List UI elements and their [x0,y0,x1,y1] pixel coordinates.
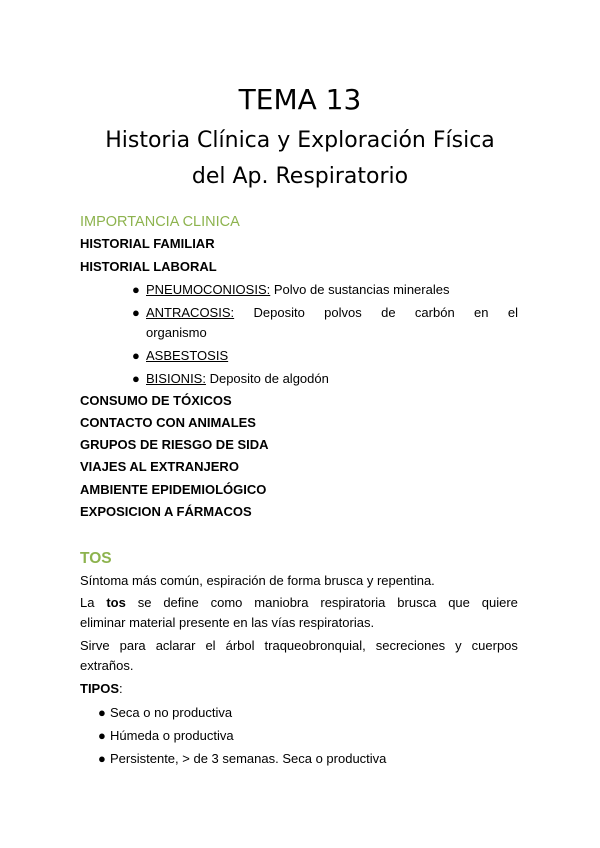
section-heading-importancia: IMPORTANCIA CLINICA [80,214,240,230]
word: respiratoria [320,595,386,610]
word: y [455,638,462,653]
word: como [210,595,243,610]
tipos-heading [80,680,123,698]
item-exposicion-farmacos: EXPOSICION A FÁRMACOS [80,504,252,519]
word: secreciones [375,638,446,653]
bullet-antracosis [146,304,518,322]
word: se [137,595,152,610]
word-tos-bold: tos [106,595,126,610]
word: Sirve [80,638,110,653]
term-bisionis: BISIONIS: [146,371,206,386]
tos-paragraph-3-line-2: extraños. [80,658,134,673]
page-subtitle-line-1: Historia Clínica y Exploración Física [105,128,495,153]
tos-paragraph-2-line-2: eliminar material presente en las vías respiratorias. [80,615,375,630]
word: aclarar [155,638,196,653]
word: Deposito [253,305,305,320]
word: para [119,638,146,653]
bullet-icon: ● [98,705,106,720]
section-heading-tos: TOS [80,550,112,567]
bullet-icon: ● [132,305,140,320]
term-pneumoconiosis: PNEUMOCONIOSIS: [146,282,271,297]
tipo-item: Persistente, > de 3 semanas. Seca o productiva [110,751,387,766]
page-title: TEMA 13 [238,83,362,116]
word: árbol [225,638,255,653]
item-grupos-riesgo-sida: GRUPOS DE RIESGO DE SIDA [80,437,269,452]
bullet-icon: ● [132,348,140,363]
item-consumo-toxicos: CONSUMO DE TÓXICOS [80,393,232,408]
bullet-icon: ● [132,371,140,386]
item-ambiente-epidemiologico: AMBIENTE EPIDEMIOLÓGICO [80,482,267,497]
tipos-label: TIPOS [80,681,120,696]
item-viajes-extranjero: VIAJES AL EXTRANJERO [80,459,239,474]
tipo-item: Seca o no productiva [110,705,233,720]
tos-paragraph-1: Síntoma más común, espiración de forma brusca y repentina. [80,573,435,588]
bullet-pneumoconiosis [146,281,449,299]
word: polvos [324,305,362,320]
desc-bisionis: Deposito de algodón [205,371,329,386]
historial-laboral-heading: HISTORIAL LABORAL [80,259,217,274]
word: brusca [397,595,437,610]
bullet-icon: ● [98,728,106,743]
item-contacto-animales: CONTACTO CON ANIMALES [80,415,256,430]
bullet-icon: ● [98,751,106,766]
desc-pneumoconiosis: Polvo de sustancias minerales [270,282,450,297]
word: cuerpos [471,638,518,653]
bullet-bisionis [146,370,329,388]
word: maniobra [254,595,309,610]
antracosis-continuation: organismo [146,325,207,340]
word: traqueobronquial, [264,638,366,653]
page-subtitle-line-2: del Ap. Respiratorio [191,164,409,189]
word: el [205,638,216,653]
historial-familiar-heading: HISTORIAL FAMILIAR [80,236,215,251]
word: La [80,595,95,610]
tipo-item: Húmeda o productiva [110,728,234,743]
tos-paragraph-3-line-1 [80,637,518,655]
word: carbón [414,305,455,320]
tos-paragraph-2-line-1 [80,594,518,612]
word: en [474,305,489,320]
word: que [448,595,470,610]
term-antracosis: ANTRACOSIS: [146,305,235,320]
word: el [507,305,518,320]
bullet-asbestosis: ASBESTOSIS [146,348,229,363]
bullet-icon: ● [132,282,140,297]
word: quiere [481,595,518,610]
word: de [381,305,396,320]
word: define [163,595,199,610]
tipos-colon: : [119,681,123,696]
